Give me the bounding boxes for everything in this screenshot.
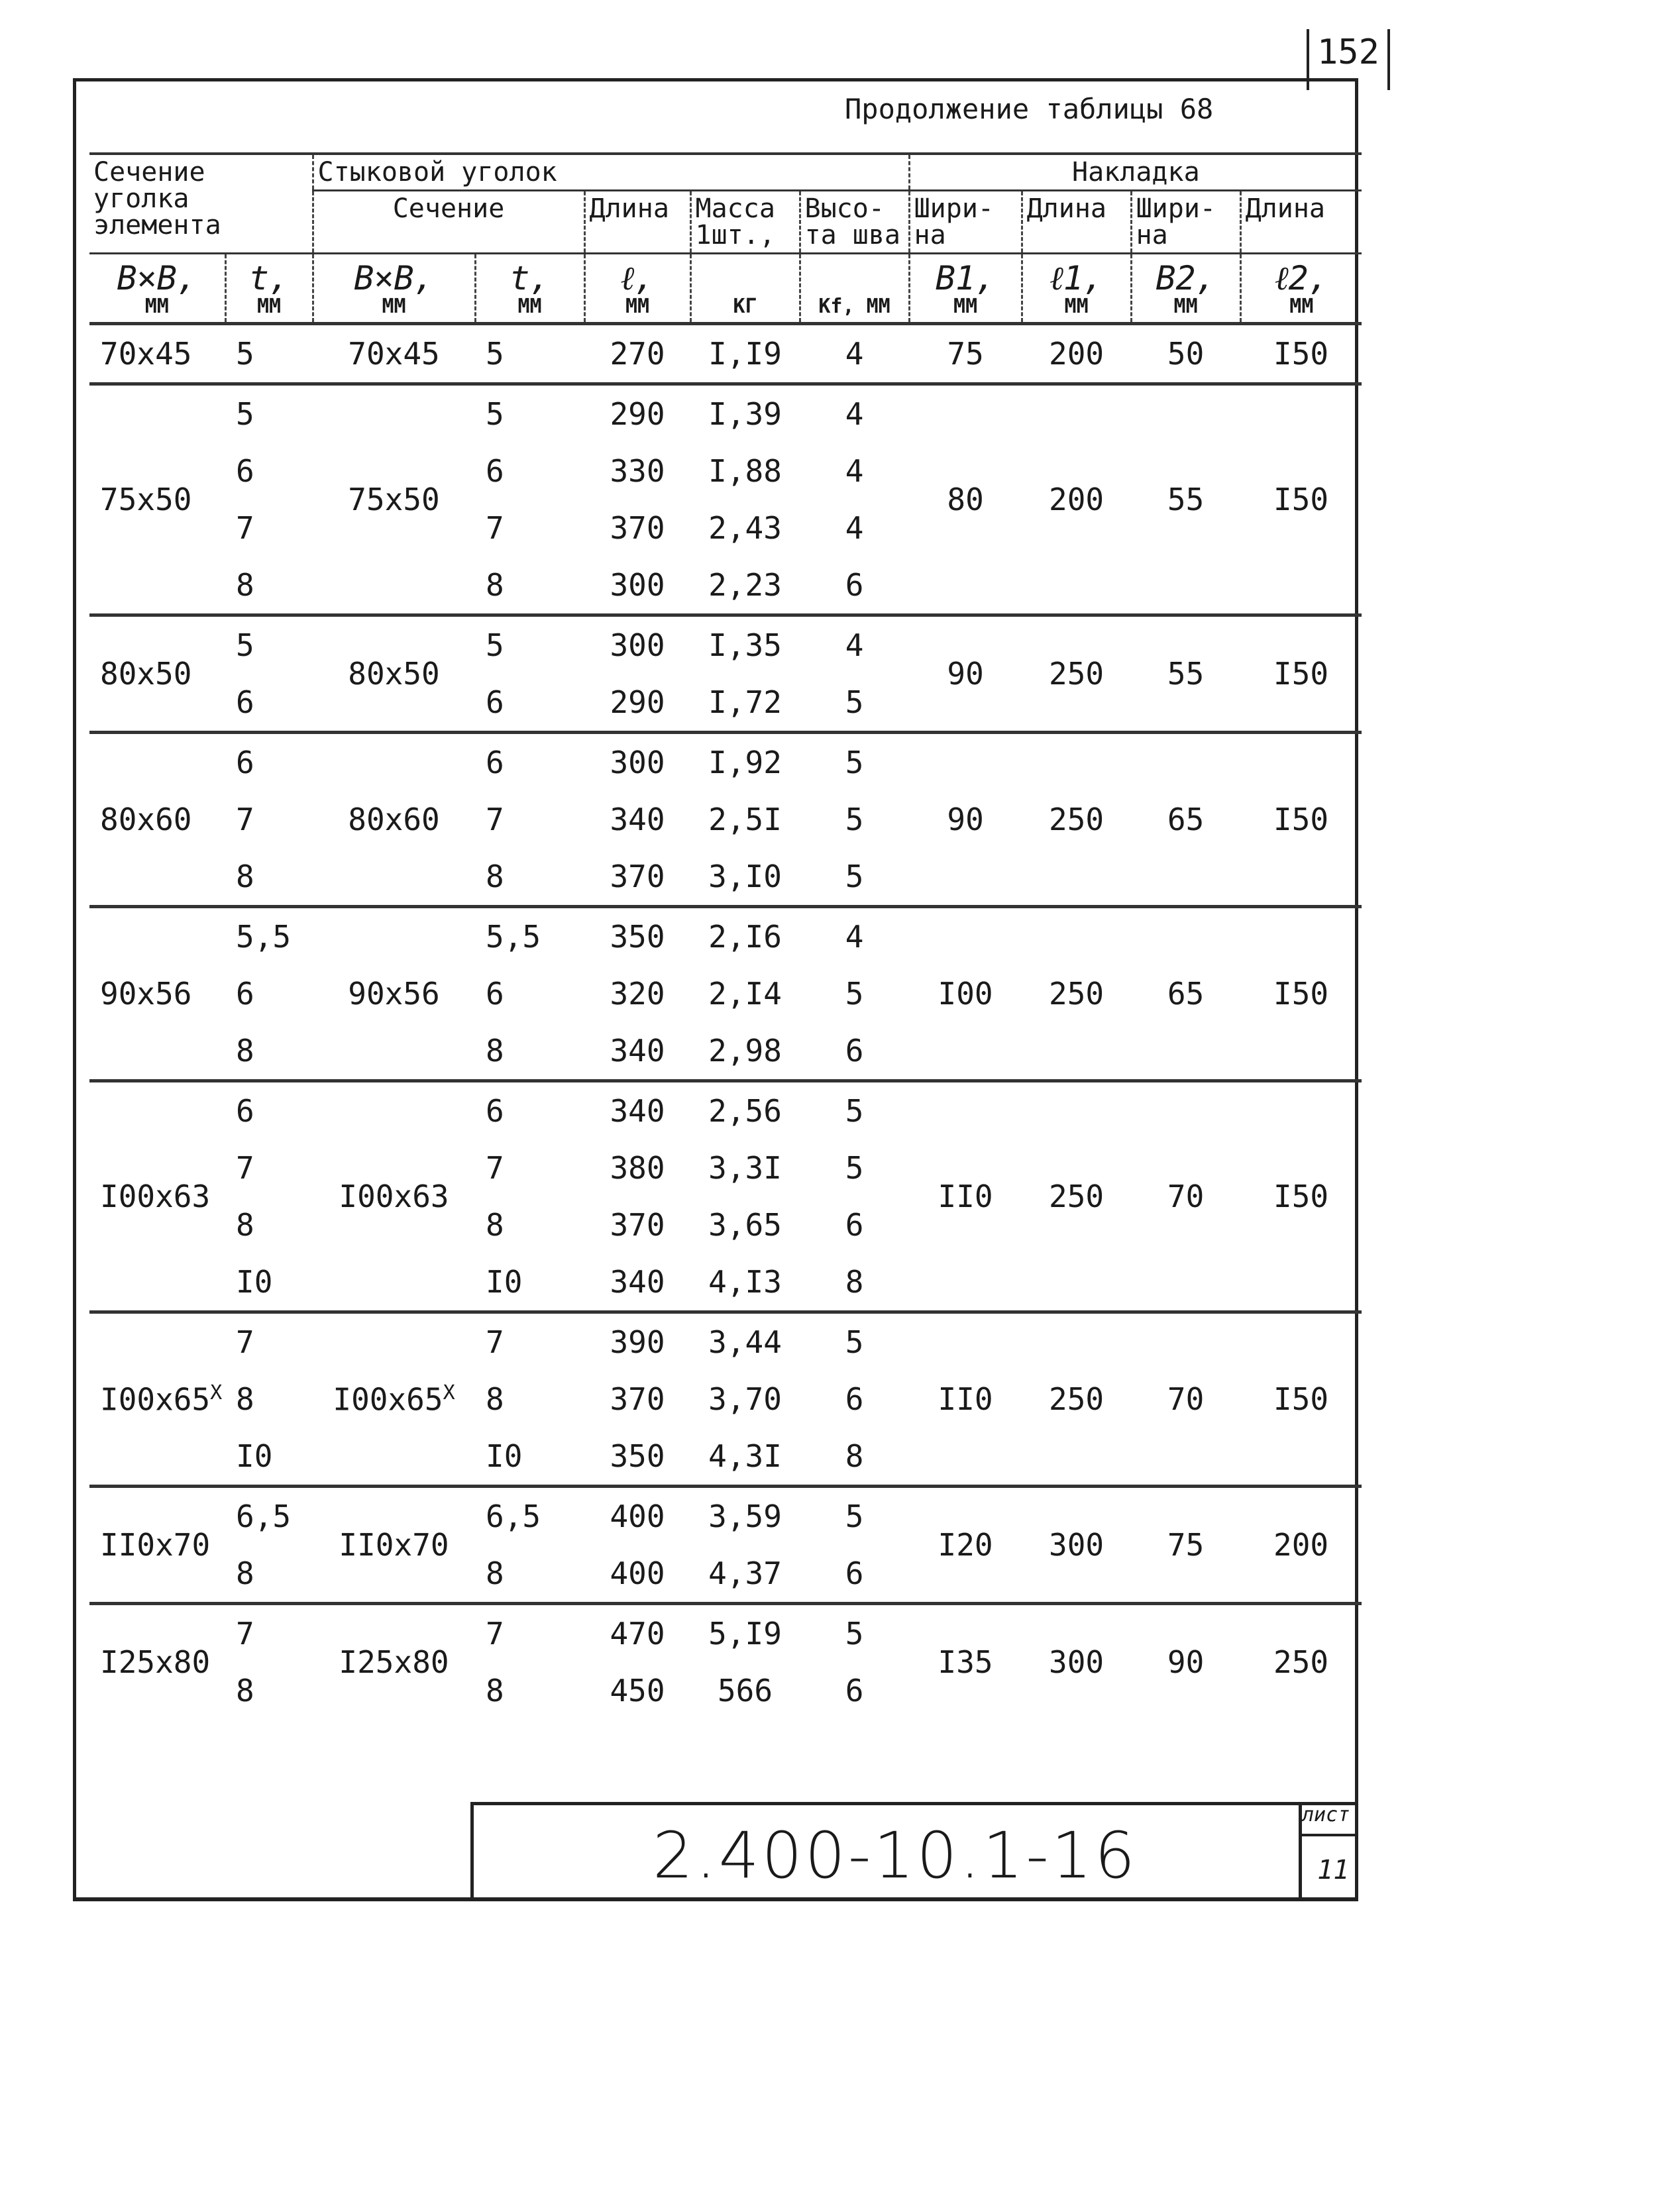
element-thickness: 8 — [236, 1555, 254, 1591]
weld-height: 6 — [845, 1381, 864, 1417]
overlay-width1: I00 — [909, 907, 1022, 1081]
element-thickness: 7 — [236, 1150, 254, 1186]
element-section-cell — [89, 384, 225, 615]
butt-section: 75x50 — [348, 482, 440, 517]
element-thickness: 6 — [236, 453, 254, 489]
element-thickness: 5,5 — [225, 907, 313, 966]
butt-section-cell — [313, 615, 475, 733]
element-section-cell — [89, 1081, 225, 1312]
document-code: 2.400-10.1-16 — [653, 1818, 1138, 1893]
weld-height: 5 — [800, 1487, 909, 1546]
butt-thickness: 7 — [486, 510, 504, 546]
element-thickness: I0 — [236, 1264, 273, 1300]
overlay-length1: 250 — [1022, 615, 1131, 733]
weld-height: 5 — [800, 733, 909, 792]
butt-length: 370 — [610, 1381, 665, 1417]
butt-length: 350 — [610, 1438, 665, 1474]
butt-section: I00x63 — [339, 1179, 449, 1214]
overlay-width2: 90 — [1131, 1604, 1240, 1720]
butt-section: 80x50 — [348, 656, 440, 692]
overlay-length1: 200 — [1022, 384, 1131, 615]
overlay-length2: I50 — [1240, 324, 1362, 384]
table-row — [89, 1081, 1362, 1140]
butt-mass: I,35 — [690, 615, 800, 674]
angle-splice-table — [89, 152, 1362, 1719]
butt-section: 70x45 — [348, 336, 440, 372]
butt-thickness: 5,5 — [475, 907, 584, 966]
butt-thickness: 6 — [486, 684, 504, 720]
overlay-length1: 300 — [1022, 1604, 1131, 1720]
element-thickness: 8 — [236, 1673, 254, 1709]
element-thickness: 8 — [236, 1207, 254, 1243]
butt-length: 370 — [610, 859, 665, 894]
header-b1: В1, ММ — [909, 254, 1022, 324]
overlay-length2: 200 — [1240, 1487, 1362, 1604]
table-row — [89, 384, 1362, 443]
header-l2: ℓ2, ММ — [1240, 254, 1362, 324]
overlay-width1: II0 — [909, 1081, 1022, 1312]
header-t2: t, ММ — [475, 254, 584, 324]
overlay-width2: 65 — [1131, 733, 1240, 907]
weld-height: 6 — [845, 1033, 864, 1069]
element-thickness: 7 — [236, 510, 254, 546]
header-section-element: Сечение уголка элемента — [89, 154, 313, 254]
butt-thickness: I0 — [486, 1438, 523, 1474]
element-thickness: 8 — [236, 859, 254, 894]
weld-height: 4 — [800, 907, 909, 966]
butt-thickness: 8 — [486, 859, 504, 894]
butt-length: 400 — [610, 1555, 665, 1591]
element-section: 80x60 — [100, 802, 192, 837]
butt-section: I25x80 — [339, 1644, 449, 1680]
header-length2: Длина — [1240, 191, 1362, 254]
element-thickness: 5 — [225, 324, 313, 384]
header-mass: Масса 1шт., — [690, 191, 800, 254]
header-bxb2: В×В, ММ — [313, 254, 475, 324]
butt-section: 90x56 — [348, 976, 440, 1012]
footnote-mark: X — [443, 1381, 455, 1404]
element-thickness: 5 — [225, 384, 313, 443]
butt-thickness: 8 — [486, 1033, 504, 1069]
butt-mass: 3,70 — [708, 1381, 782, 1417]
overlay-width1: II0 — [909, 1312, 1022, 1487]
element-thickness: 6 — [225, 733, 313, 792]
overlay-width1: I20 — [909, 1487, 1022, 1604]
butt-section-cell — [313, 384, 475, 615]
butt-mass: 3,3I — [708, 1150, 782, 1186]
butt-mass: 2,23 — [708, 567, 782, 603]
element-thickness: 6 — [225, 1081, 313, 1140]
header-length1: Длина — [1022, 191, 1131, 254]
weld-height: 6 — [845, 1673, 864, 1709]
butt-thickness: 6,5 — [475, 1487, 584, 1546]
overlay-length1: 250 — [1022, 907, 1131, 1081]
element-section: I25x80 — [100, 1644, 211, 1680]
header-bxb: В×В, ММ — [89, 254, 225, 324]
butt-mass: I,88 — [708, 453, 782, 489]
overlay-width2: 50 — [1131, 324, 1240, 384]
table-row — [89, 324, 1362, 384]
butt-section-cell — [313, 1604, 475, 1720]
overlay-length2: I50 — [1240, 733, 1362, 907]
element-thickness: 6 — [236, 684, 254, 720]
butt-thickness: 5 — [475, 324, 584, 384]
butt-thickness: 5 — [475, 615, 584, 674]
butt-length: 370 — [610, 510, 665, 546]
overlay-width2: 75 — [1131, 1487, 1240, 1604]
butt-mass: 3,I0 — [708, 859, 782, 894]
element-section: I00x63 — [100, 1179, 211, 1214]
element-section-cell — [89, 907, 225, 1081]
element-section: 80x50 — [100, 656, 192, 692]
element-section: 90x56 — [100, 976, 192, 1012]
overlay-width1: 75 — [909, 324, 1022, 384]
butt-thickness: 6 — [486, 976, 504, 1012]
table-row — [89, 615, 1362, 674]
table-row — [89, 907, 1362, 966]
table-body — [89, 324, 1362, 1720]
butt-length: 380 — [610, 1150, 665, 1186]
butt-thickness: 7 — [486, 802, 504, 837]
butt-length: 300 — [610, 567, 665, 603]
element-thickness: 8 — [236, 567, 254, 603]
header-width2: Шири- на — [1131, 191, 1240, 254]
header-section: Сечение — [313, 191, 584, 254]
header-width1: Шири- на — [909, 191, 1022, 254]
table-continuation-title: Продолжение таблицы 68 — [845, 93, 1214, 125]
butt-section-cell — [313, 1081, 475, 1312]
element-thickness: 8 — [236, 1033, 254, 1069]
footnote-mark: X — [210, 1381, 223, 1404]
weld-height: 5 — [845, 1150, 864, 1186]
overlay-width2: 55 — [1131, 615, 1240, 733]
butt-mass: 4,3I — [708, 1438, 782, 1474]
overlay-length1: 250 — [1022, 1081, 1131, 1312]
table-row — [89, 733, 1362, 792]
overlay-width2: 70 — [1131, 1312, 1240, 1487]
butt-length: 450 — [610, 1673, 665, 1709]
butt-section: I00x65 — [333, 1381, 443, 1418]
butt-thickness: 7 — [475, 1312, 584, 1371]
element-thickness: 8 — [236, 1381, 254, 1417]
weld-height: 8 — [845, 1438, 864, 1474]
butt-length: 400 — [584, 1487, 690, 1546]
butt-length: 330 — [610, 453, 665, 489]
weld-height: 6 — [845, 1555, 864, 1591]
weld-height: 4 — [845, 510, 864, 546]
butt-section-cell — [313, 1487, 475, 1604]
butt-length: 390 — [584, 1312, 690, 1371]
butt-mass: I,72 — [708, 684, 782, 720]
header-l1: ℓ1, ММ — [1022, 254, 1131, 324]
butt-length: 370 — [610, 1207, 665, 1243]
header-overlay: Накладка — [909, 154, 1362, 191]
element-thickness: 7 — [225, 1604, 313, 1663]
element-section-cell — [89, 615, 225, 733]
header-length: Длина — [584, 191, 690, 254]
butt-thickness: 7 — [486, 1150, 504, 1186]
butt-length: 470 — [584, 1604, 690, 1663]
element-thickness: 7 — [225, 1312, 313, 1371]
header-l: ℓ, ММ — [584, 254, 690, 324]
weld-height: 5 — [845, 859, 864, 894]
element-section-cell — [89, 324, 225, 384]
table-row — [89, 1312, 1362, 1371]
butt-mass: 3,59 — [690, 1487, 800, 1546]
butt-thickness: 8 — [486, 1207, 504, 1243]
overlay-length2: I50 — [1240, 1081, 1362, 1312]
overlay-length1: 300 — [1022, 1487, 1131, 1604]
element-thickness: 6,5 — [225, 1487, 313, 1546]
butt-thickness: 6 — [486, 453, 504, 489]
element-section-cell — [89, 1487, 225, 1604]
overlay-length2: I50 — [1240, 615, 1362, 733]
butt-thickness: 8 — [486, 567, 504, 603]
overlay-width2: 70 — [1131, 1081, 1240, 1312]
butt-thickness: 6 — [475, 733, 584, 792]
weld-height: 5 — [845, 976, 864, 1012]
element-section: 70x45 — [100, 336, 192, 372]
overlay-length2: I50 — [1240, 1312, 1362, 1487]
butt-thickness: I0 — [486, 1264, 523, 1300]
butt-thickness: 7 — [475, 1604, 584, 1663]
butt-mass: 2,98 — [708, 1033, 782, 1069]
weld-height: 5 — [800, 1604, 909, 1663]
weld-height: 8 — [845, 1264, 864, 1300]
butt-length: 340 — [610, 1264, 665, 1300]
sheet-label: лист — [1302, 1803, 1350, 1826]
header-butt-angle: Стыковой уголок — [313, 154, 909, 191]
element-section-cell — [89, 1604, 225, 1720]
butt-length: 350 — [584, 907, 690, 966]
overlay-width1: 90 — [909, 733, 1022, 907]
overlay-width1: I35 — [909, 1604, 1022, 1720]
overlay-length1: 200 — [1022, 324, 1131, 384]
sheet-divider — [1299, 1834, 1358, 1836]
butt-section-cell — [313, 324, 475, 384]
butt-mass: I,39 — [690, 384, 800, 443]
butt-section-cell — [313, 733, 475, 907]
overlay-length2: 250 — [1240, 1604, 1362, 1720]
butt-length: 300 — [584, 615, 690, 674]
page-number: 152 — [1307, 29, 1390, 90]
sheet-number: 11 — [1317, 1855, 1350, 1885]
butt-length: 290 — [584, 384, 690, 443]
header-mass-unit: КГ — [690, 254, 800, 324]
butt-mass: 2,5I — [708, 802, 782, 837]
butt-length: 340 — [584, 1081, 690, 1140]
butt-section: II0x70 — [339, 1527, 449, 1563]
weld-height: 5 — [845, 684, 864, 720]
weld-height: 4 — [845, 453, 864, 489]
butt-length: 340 — [610, 1033, 665, 1069]
element-thickness: 5 — [225, 615, 313, 674]
header-b2: В2, ММ — [1131, 254, 1240, 324]
overlay-width2: 55 — [1131, 384, 1240, 615]
overlay-length1: 250 — [1022, 733, 1131, 907]
header-t: t, ММ — [225, 254, 313, 324]
butt-length: 320 — [610, 976, 665, 1012]
butt-mass: 5,I9 — [690, 1604, 800, 1663]
butt-length: 340 — [610, 802, 665, 837]
element-section: 75x50 — [100, 482, 192, 517]
element-section: II0x70 — [100, 1527, 211, 1563]
butt-length: 270 — [584, 324, 690, 384]
butt-thickness: 8 — [486, 1673, 504, 1709]
element-section-cell — [89, 1312, 225, 1487]
element-thickness: 7 — [236, 802, 254, 837]
header-kf: Kf, ММ — [800, 254, 909, 324]
butt-thickness: 8 — [486, 1381, 504, 1417]
butt-mass: I,92 — [690, 733, 800, 792]
butt-mass: 2,I6 — [690, 907, 800, 966]
element-thickness: 6 — [236, 976, 254, 1012]
weld-height: 4 — [800, 615, 909, 674]
weld-height: 5 — [845, 802, 864, 837]
butt-length: 300 — [584, 733, 690, 792]
header-weld-height: Высо- та шва — [800, 191, 909, 254]
weld-height: 6 — [845, 567, 864, 603]
butt-section-cell — [313, 1312, 475, 1487]
overlay-length1: 250 — [1022, 1312, 1131, 1487]
butt-mass: 2,43 — [708, 510, 782, 546]
overlay-length2: I50 — [1240, 384, 1362, 615]
butt-thickness: 8 — [486, 1555, 504, 1591]
butt-mass: 4,37 — [708, 1555, 782, 1591]
element-thickness: I0 — [236, 1438, 273, 1474]
weld-height: 4 — [800, 324, 909, 384]
butt-mass: I,I9 — [690, 324, 800, 384]
butt-mass: 2,I4 — [708, 976, 782, 1012]
butt-section-cell — [313, 907, 475, 1081]
butt-mass: 2,56 — [690, 1081, 800, 1140]
overlay-width2: 65 — [1131, 907, 1240, 1081]
butt-mass: 566 — [717, 1673, 773, 1709]
butt-mass: 3,65 — [708, 1207, 782, 1243]
element-section: I00x65 — [100, 1381, 211, 1418]
overlay-width1: 80 — [909, 384, 1022, 615]
weld-height: 4 — [800, 384, 909, 443]
overlay-length2: I50 — [1240, 907, 1362, 1081]
table-row — [89, 1604, 1362, 1663]
overlay-width1: 90 — [909, 615, 1022, 733]
weld-height: 5 — [800, 1081, 909, 1140]
butt-mass: 4,I3 — [708, 1264, 782, 1300]
weld-height: 5 — [800, 1312, 909, 1371]
element-section-cell — [89, 733, 225, 907]
table-row — [89, 1487, 1362, 1546]
weld-height: 6 — [845, 1207, 864, 1243]
butt-section: 80x60 — [348, 802, 440, 837]
butt-thickness: 5 — [475, 384, 584, 443]
butt-length: 290 — [610, 684, 665, 720]
butt-mass: 3,44 — [690, 1312, 800, 1371]
butt-thickness: 6 — [475, 1081, 584, 1140]
